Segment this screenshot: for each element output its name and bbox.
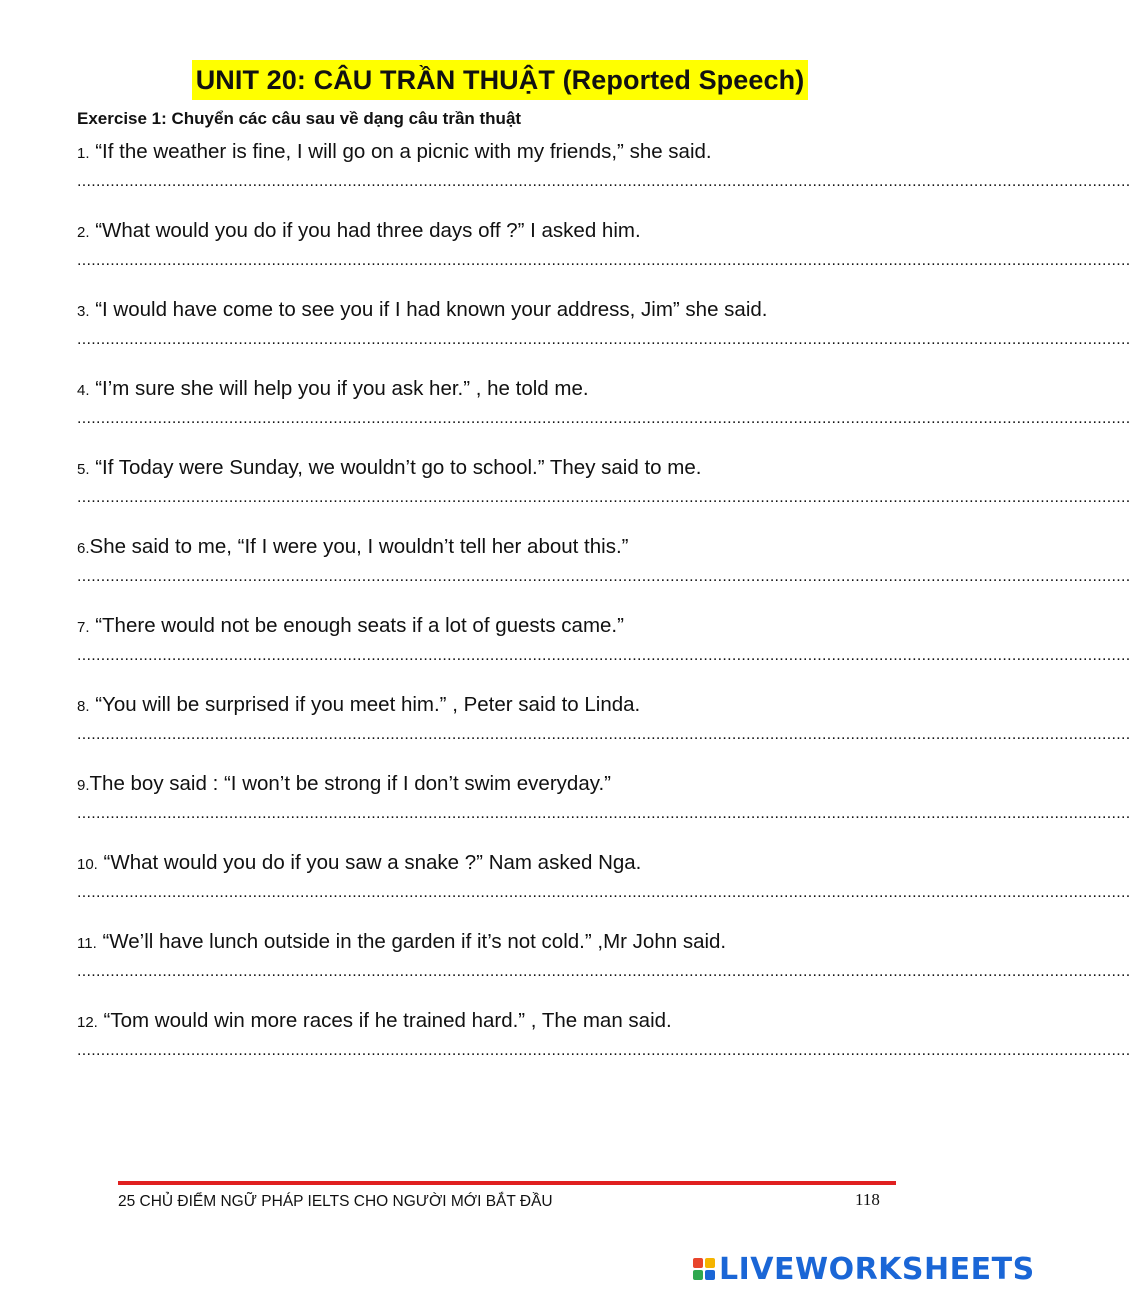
question-item	[77, 376, 1130, 427]
question-text	[77, 1008, 957, 1036]
question-number: 5.	[77, 461, 90, 478]
question-number: 3.	[77, 303, 90, 320]
question-sentence: “We’ll have lunch outside in the garden if it’s not cold.” ,Mr John said.	[96, 930, 727, 953]
question-item	[77, 771, 1130, 822]
liveworksheets-logo-icon	[693, 1258, 715, 1280]
question-sentence: “If Today were Sunday, we wouldn’t go to school.” They said to me.	[89, 456, 702, 479]
answer-line[interactable]: ..............................................................................................................................................................................................................................	[77, 1042, 1130, 1059]
question-number: 2.	[77, 224, 90, 241]
question-item	[77, 692, 1130, 743]
question-number: 8.	[77, 698, 90, 715]
question-item	[77, 297, 1130, 348]
answer-line[interactable]: ..............................................................................................................................................................................................................................	[77, 173, 1130, 190]
answer-line[interactable]: ..............................................................................................................................................................................................................................	[77, 963, 1130, 980]
question-item	[77, 929, 1130, 980]
page-title: UNIT 20: CÂU TRẦN THUẬT (Reported Speech)	[192, 60, 809, 100]
answer-line[interactable]: ..............................................................................................................................................................................................................................	[77, 647, 1130, 664]
question-number: 12.	[77, 1014, 98, 1031]
answer-line[interactable]: ..............................................................................................................................................................................................................................	[77, 331, 1130, 348]
question-sentence: “You will be surprised if you meet him.” , Peter said to Linda.	[89, 693, 641, 716]
question-number: 1.	[77, 145, 90, 162]
question-item	[77, 613, 1130, 664]
question-sentence: “If the weather is fine, I will go on a picnic with my friends,” she said.	[89, 140, 712, 163]
answer-line[interactable]: ..............................................................................................................................................................................................................................	[77, 726, 1130, 743]
brand-name: LIVEWORKSHEETS	[719, 1251, 1035, 1287]
footer-divider	[118, 1181, 896, 1185]
answer-line[interactable]: ..............................................................................................................................................................................................................................	[77, 568, 1130, 585]
question-text	[77, 692, 957, 720]
question-number: 6.	[77, 540, 90, 557]
question-sentence: “Tom would win more races if he trained hard.” , The man said.	[97, 1009, 672, 1032]
question-text	[77, 376, 957, 404]
exercise-heading: Exercise 1: Chuyển các câu sau về dạng câu trần thuật	[77, 109, 522, 128]
question-sentence: “What would you do if you saw a snake ?” Nam asked Nga.	[97, 851, 642, 874]
question-number: 9.	[77, 777, 90, 794]
question-text	[77, 613, 957, 641]
answer-line[interactable]: ..............................................................................................................................................................................................................................	[77, 884, 1130, 901]
question-text	[77, 771, 957, 799]
answer-line[interactable]: ..............................................................................................................................................................................................................................	[77, 410, 1130, 427]
question-sentence: The boy said : “I won’t be strong if I don’t swim everyday.”	[89, 772, 611, 795]
question-number: 11.	[77, 935, 97, 952]
answer-line[interactable]: ..............................................................................................................................................................................................................................	[77, 805, 1130, 822]
question-sentence: “What would you do if you had three days off ?” I asked him.	[89, 219, 641, 242]
question-sentence: “There would not be enough seats if a lot of guests came.”	[89, 614, 624, 637]
question-number: 7.	[77, 619, 90, 636]
question-sentence: “I’m sure she will help you if you ask her.” , he told me.	[89, 377, 589, 400]
liveworksheets-brand	[693, 1252, 1035, 1286]
question-text	[77, 455, 957, 483]
question-text	[77, 139, 957, 167]
question-text	[77, 534, 957, 562]
question-item	[77, 218, 1130, 269]
question-text	[77, 297, 957, 325]
question-text	[77, 850, 957, 878]
question-item	[77, 455, 1130, 506]
question-item	[77, 534, 1130, 585]
footer-book-title: 25 CHỦ ĐIỂM NGỮ PHÁP IELTS CHO NGƯỜI MỚI BẮT ĐẦU	[118, 1193, 553, 1210]
question-item	[77, 139, 1130, 190]
question-number: 10.	[77, 856, 98, 873]
question-text	[77, 218, 957, 246]
question-item	[77, 850, 1130, 901]
question-sentence: “I would have come to see you if I had known your address, Jim” she said.	[89, 298, 768, 321]
answer-line[interactable]: ..............................................................................................................................................................................................................................	[77, 252, 1130, 269]
question-item	[77, 1008, 1130, 1059]
answer-line[interactable]: ..............................................................................................................................................................................................................................	[77, 489, 1130, 506]
question-text	[77, 929, 957, 957]
title-container	[0, 60, 1000, 100]
page-number: 118	[855, 1190, 880, 1209]
question-sentence: She said to me, “If I were you, I wouldn’t tell her about this.”	[89, 535, 629, 558]
question-number: 4.	[77, 382, 90, 399]
